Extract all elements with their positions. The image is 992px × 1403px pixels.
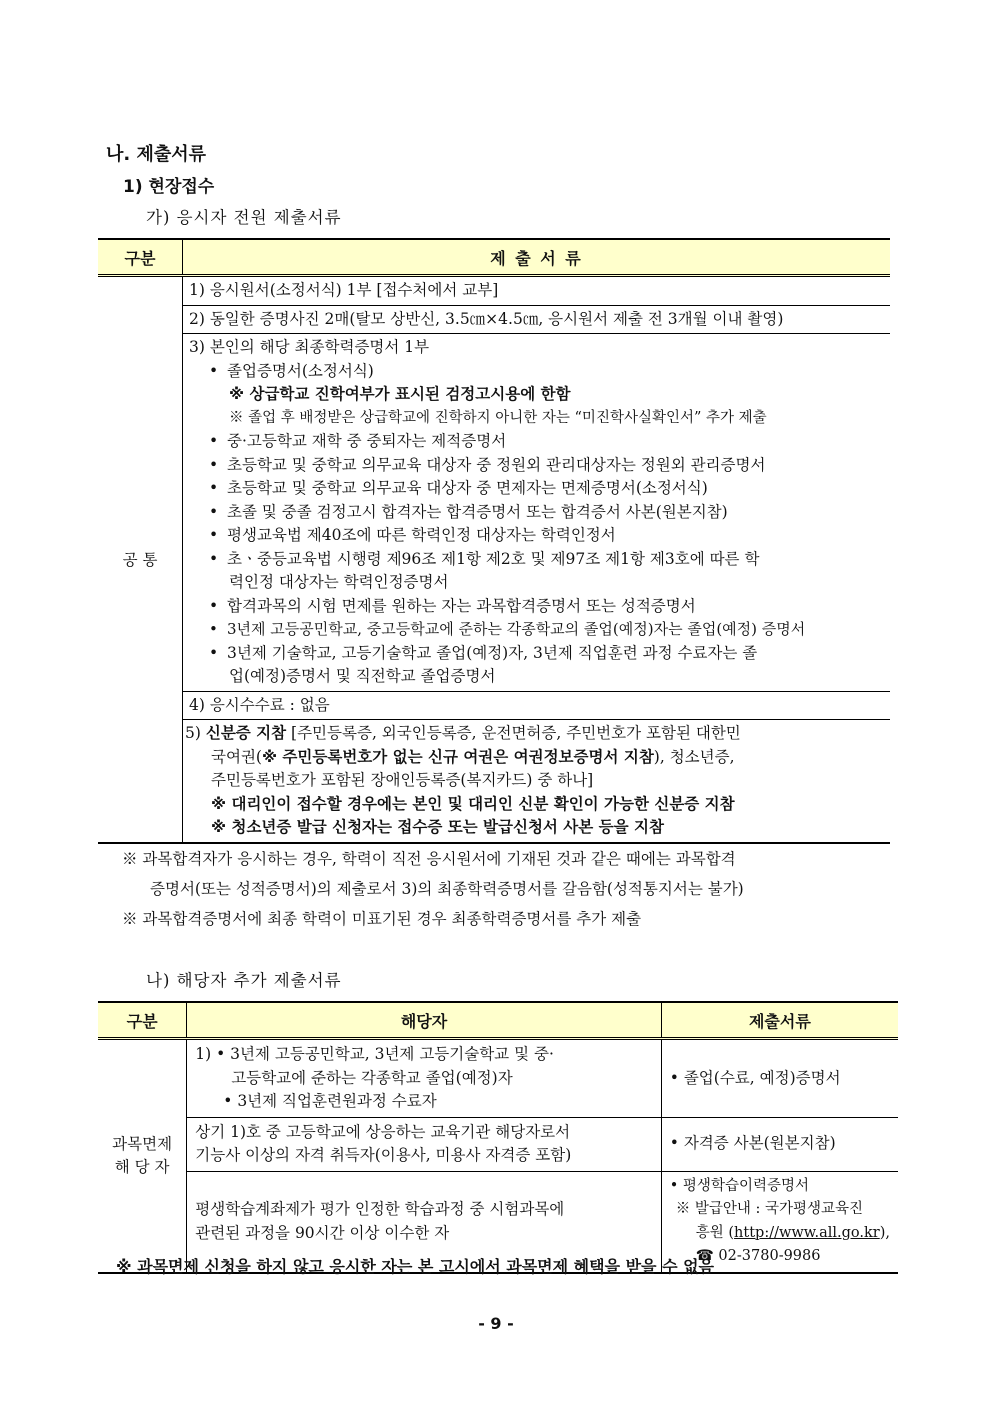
col-header-documents: 제출서류 bbox=[661, 1002, 898, 1039]
col-header-documents: 제 출 서 류 bbox=[183, 239, 891, 276]
exemption-notice: ※ 과목면제 신청을 하지 않고 응시한 자는 본 고시에서 과목면제 혜택을 받을 수 없음 bbox=[116, 1257, 715, 1276]
note-exam-version: ※ 상급학교 진학여부가 표시된 검정고시용에 한함 bbox=[229, 385, 571, 403]
section-b-title: 나) 해당자 추가 제출서류 bbox=[146, 971, 342, 990]
col-header-category: 구분 bbox=[98, 1002, 187, 1039]
doc-item-application: 1) 응시원서(소정서식) 1부 [접수처에서 교부] bbox=[183, 276, 891, 306]
doc-item-id-card: 5) 신분증 지참 [주민등록증, 외국인등록증, 운전면허증, 주민번호가 포함된 대한민 국여권(※ 주민등록번호가 없는 신규 여권은 여권정보증명서 지참), 청소년증, 주민등록번호가 포함된 장애인등록증(복지카드) 중 하나] ※ 대리인이 접수할 경우에는 본인 및 대리인 신분 확인이 가능한 신분증 지참 ※ 청소년증 발급 신청자는 접수증 또는 발급신청서 사본 등을 지참 bbox=[183, 720, 891, 843]
required-documents-table bbox=[98, 238, 890, 844]
target-row-3: 평생학습계좌제가 평가 인정한 학습과정 중 시험과목에 관련된 과정을 90시간 이상 이수한 자 bbox=[187, 1171, 662, 1273]
section-heading: 나. 제출서류 bbox=[106, 144, 207, 165]
doc-item-photo: 2) 동일한 증명사진 2매(탈모 상반신, 3.5㎝×4.5㎝, 응시원서 제출 전 3개월 이내 촬영) bbox=[183, 305, 891, 334]
target-row-1: 1) • 3년제 고등공민학교, 3년제 고등기술학교 및 중· 고등학교에 준하는 각종학교 졸업(예정)자 • 3년제 직업훈련원과정 수료자 bbox=[187, 1039, 662, 1118]
section-a-title: 가) 응시자 전원 제출서류 bbox=[146, 208, 342, 227]
note-non-enrollment: ※ 졸업 후 배정받은 상급학교에 진학하지 아니한 자는 “미진학사실확인서” 추가 제출 bbox=[229, 409, 767, 426]
page-number: - 9 - bbox=[478, 1314, 514, 1333]
website-link[interactable]: http://www.all.go.kr bbox=[734, 1224, 880, 1241]
note-subject-pass: ※ 과목합격자가 응시하는 경우, 학력이 직전 응시원서에 기재된 것과 같은 때에는 과목합격 증명서(또는 성적증명서)의 제출로서 3)의 최종학력증명서를 갈음함(성적통지서는 불가) ※ 과목합격증명서에 최종 학력이 미표기된 경우 최종학력증명서를 추가 제출 bbox=[122, 850, 744, 928]
doc-row-3: • 평생학습이력증명서 ※ 발급안내 : 국가평생교육진 흥원 (http://www.all.go.kr), ☎ 02-3780-9986 bbox=[669, 1177, 890, 1264]
note-youth-card: ※ 청소년증 발급 신청자는 접수증 또는 발급신청서 사본 등을 지참 bbox=[211, 818, 664, 836]
category-common: 공 통 bbox=[98, 276, 183, 843]
category-exemption: 과목면제 해 당 자 bbox=[98, 1039, 187, 1273]
doc-item-education-certificate: 3) 본인의 해당 최종학력증명서 1부 • 졸업증명서(소정서식) ※ 상급학교 진학여부가 표시된 검정고시용에 한함 ※ 졸업 후 배정받은 상급학교에 진학하지 아니한 자는 “미진학사실확인서” 추가 제출 • 중·고등학교 재학 중 중퇴자는 제적증명서 • 초등학교 및 중학교 의무교육 대상자 중 정원외 관리대상자는 정원외 관리증명서 • 초등학교 및 중학교 의무교육 대상자 중 면제자는 면제증명서(소정서식) • 초졸 및 중졸 검정고시 합격자는 합격증명서 또는 합격증서 사본(원본지참) • 평생교육법 제40조에 따른 학력인정 대상자는 학력인정서 • 초ㆍ중등교육법 시행령 제96조 제1항 제2호 및 제97조 제1항 제3호에 따른 학 력인정 대상자는 학력인정증명서 • 합격과목의 시험 면제를 원하는 자는 과목합격증명서 또는 성적증명서 • 3년제 고등공민학교, 중고등학교에 준하는 각종학교의 졸업(예정)자는 졸업(예정) 증명서 • 3년제 기술학교, 고등기술학교 졸업(예정)자, 3년제 직업훈련 과정 수료자는 졸 업(예정)증명서 및 직전학교 졸업증명서 bbox=[183, 334, 891, 692]
additional-documents-table bbox=[98, 1001, 898, 1274]
col-header-category: 구분 bbox=[98, 239, 183, 276]
subsection-heading: 1) 현장접수 bbox=[123, 177, 215, 197]
note-proxy: ※ 대리인이 접수할 경우에는 본인 및 대리인 신분 확인이 가능한 신분증 지참 bbox=[211, 794, 735, 813]
target-row-2: 상기 1)호 중 고등학교에 상응하는 교육기관 해당자로서 기능사 이상의 자격 취득자(이용사, 미용사 자격증 포함) bbox=[187, 1117, 662, 1171]
doc-item-fee: 4) 응시수수료 : 없음 bbox=[183, 691, 891, 720]
col-header-target: 해당자 bbox=[187, 1002, 662, 1039]
doc-row-2: • 자격증 사본(원본지참) bbox=[661, 1117, 898, 1171]
doc-row-1: • 졸업(수료, 예정)증명서 bbox=[661, 1039, 898, 1118]
